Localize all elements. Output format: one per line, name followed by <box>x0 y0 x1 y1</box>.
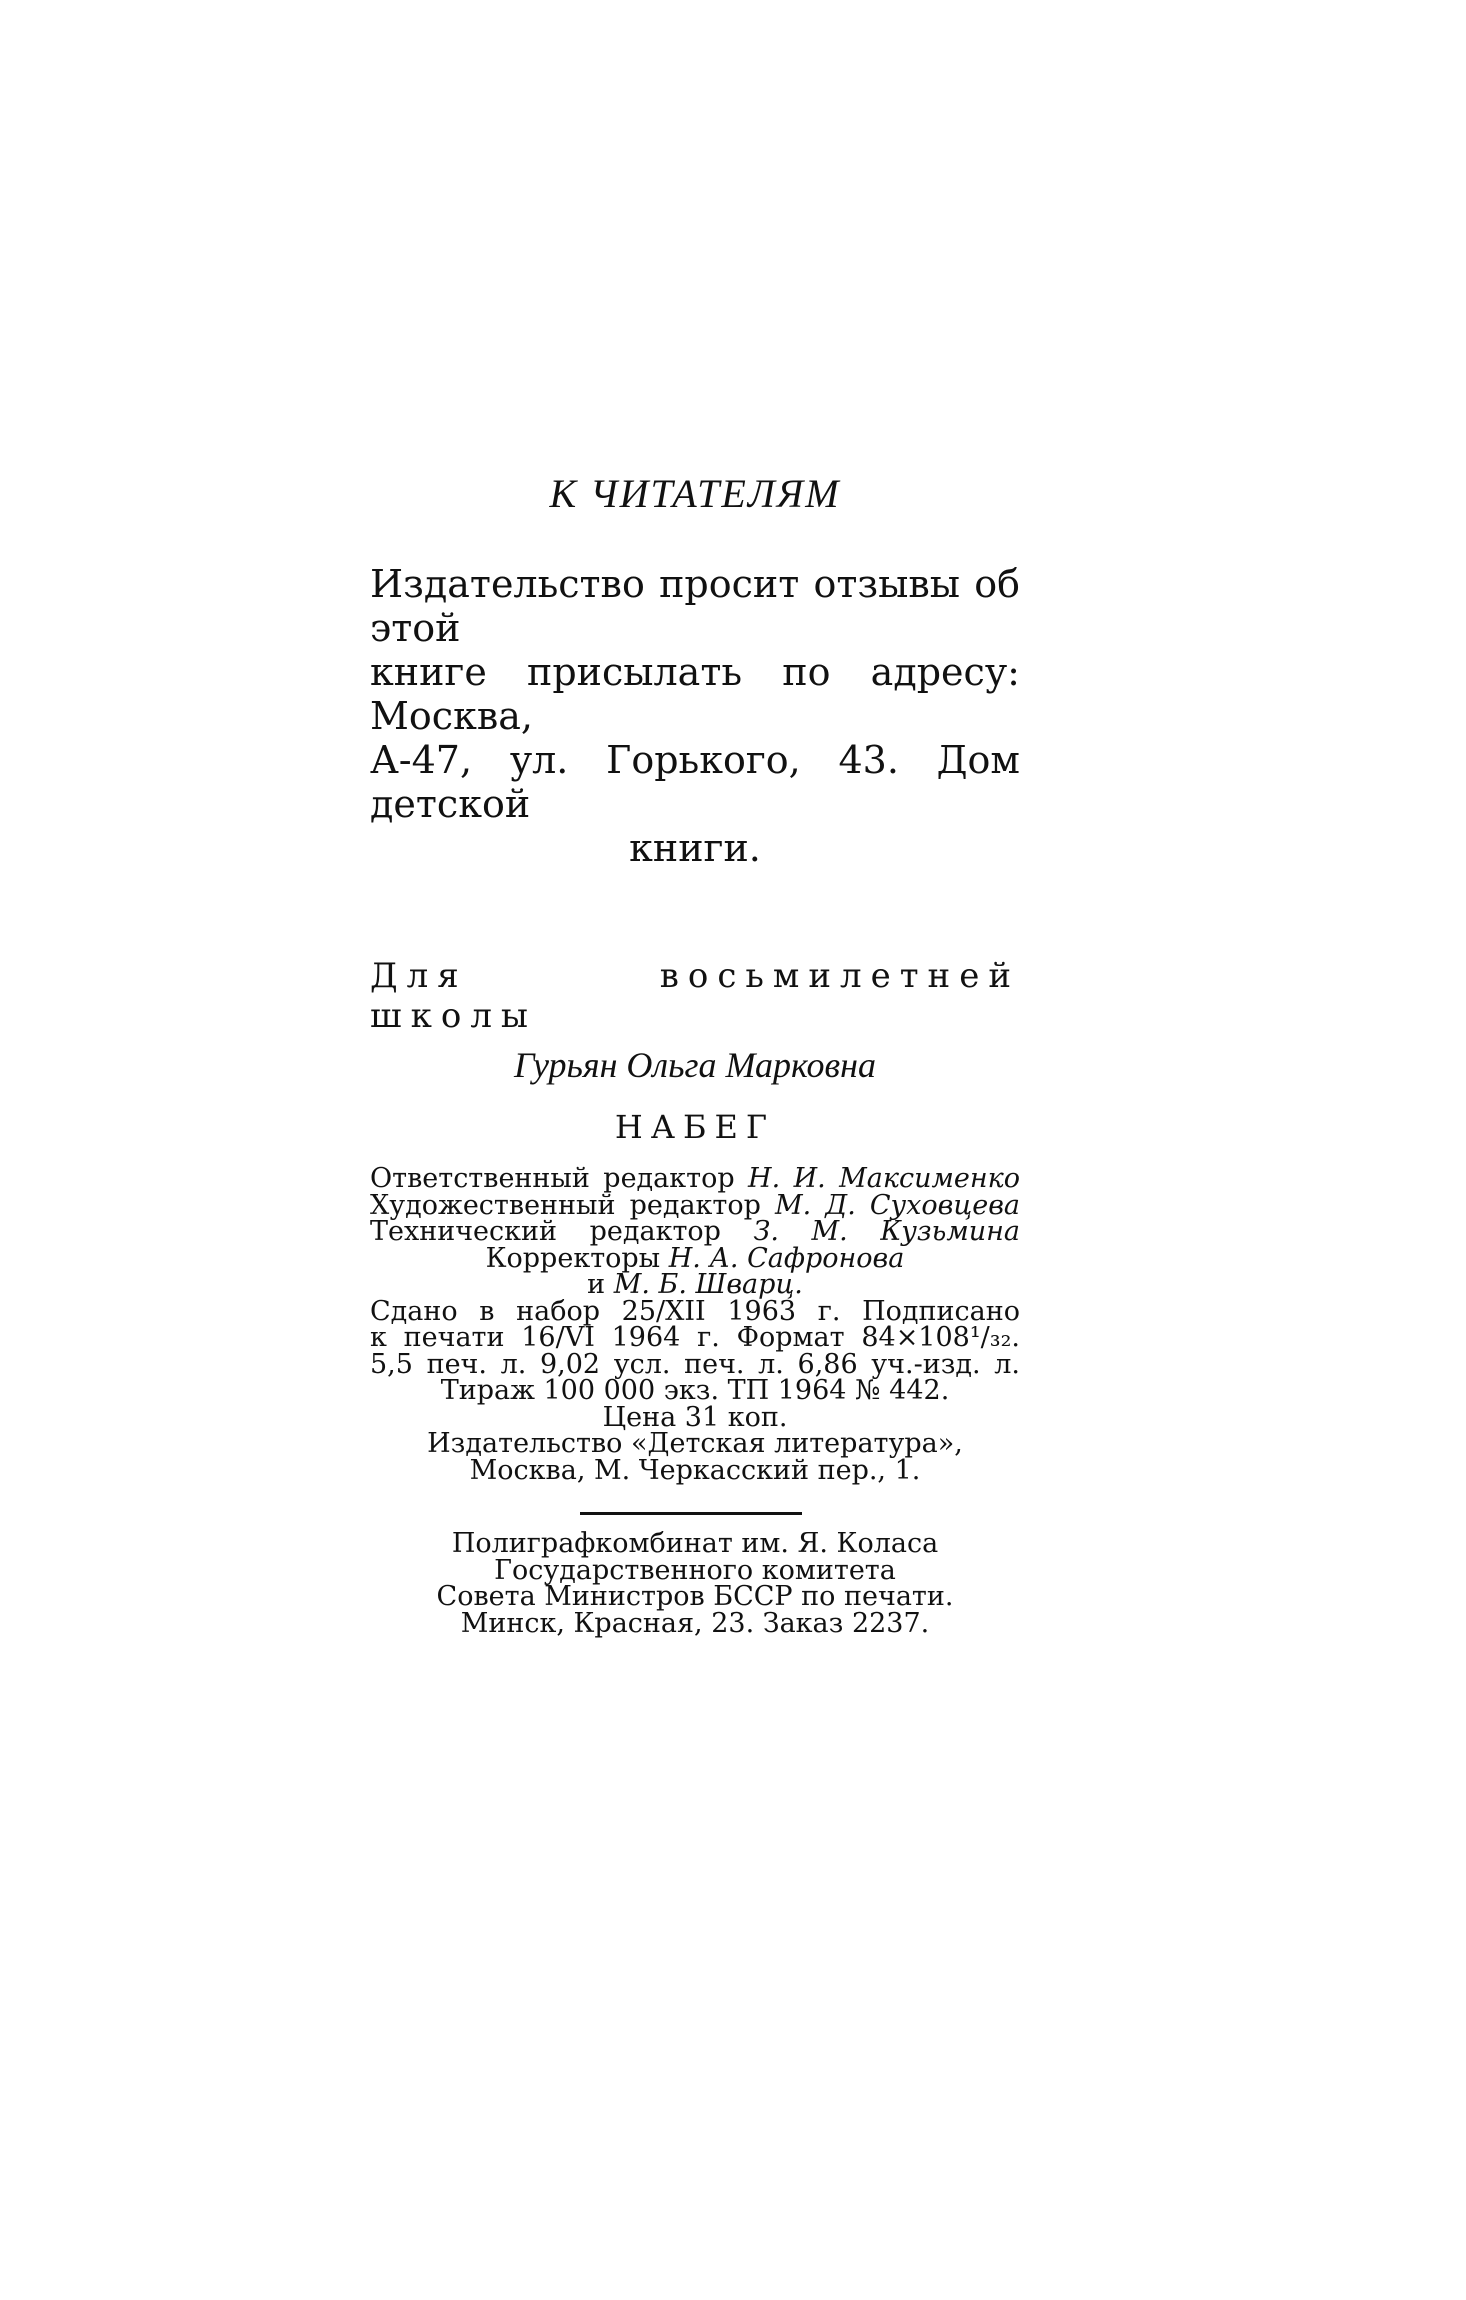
imprint-detail-line-3: 5,5 печ. л. 9,02 усл. печ. л. 6,86 уч.-изд. л. <box>370 1348 1020 1380</box>
resp-editor-name: Н. И. Максименко <box>748 1163 1020 1194</box>
art-editor-name: М. Д. Суховцева <box>774 1189 1021 1221</box>
address-line-2: книге присылать по адресу: Москва, <box>370 650 1020 738</box>
divider-rule <box>580 1512 802 1515</box>
tech-editor-name: З. М. Кузьмина <box>753 1216 1020 1247</box>
imprint-block <box>370 1163 1021 1486</box>
printer-line-2: Государственного комитета <box>494 1554 896 1586</box>
art-editor-label: Художественный редактор <box>370 1189 761 1221</box>
proofreader-1: Н. А. Сафронова <box>668 1242 905 1274</box>
printer-block <box>370 1528 1020 1639</box>
series-label: Для восьмилетней школы <box>370 956 1020 1036</box>
imprint-detail-line-2: к печати 16/VI 1964 г. Формат 84×108¹/₃₂. <box>370 1322 1020 1353</box>
imprint-detail-line-4: Тираж 100 000 экз. ТП 1964 № 442. <box>440 1375 950 1406</box>
proofreader-2: М. Б. Шварц. <box>613 1269 803 1300</box>
address-line-4: книги. <box>629 826 761 870</box>
imprint-publisher-address: Москва, М. Черкасский пер., 1. <box>469 1454 921 1486</box>
address-line-3: А-47, ул. Горького, 43. Дом детской <box>370 738 1020 826</box>
printer-line-4: Минск, Красная, 23. Заказ 2237. <box>460 1607 930 1639</box>
imprint-detail-line-1: Сдано в набор 25/XII 1963 г. Подписано <box>370 1295 1020 1327</box>
resp-editor-label: Ответственный редактор <box>370 1163 735 1194</box>
readers-address-paragraph <box>370 562 1020 870</box>
proofreaders-label: Корректоры <box>485 1242 661 1274</box>
imprint-price: Цена 31 коп. <box>602 1401 788 1433</box>
author-name: Гурьян Ольга Марковна <box>514 1045 876 1085</box>
printer-line-1: Полиграфкомбинат им. Я. Коласа <box>451 1528 939 1559</box>
book-title: НАБЕГ <box>614 1108 776 1146</box>
printer-line-3: Совета Министров БССР по печати. <box>436 1581 954 1612</box>
imprint-proofreader-2-line <box>370 1269 1020 1300</box>
and-word: и <box>587 1269 606 1300</box>
address-line-1: Издательство просит отзывы об этой <box>370 562 1020 650</box>
readers-heading: К ЧИТАТЕЛЯМ <box>549 471 841 516</box>
imprint-publisher: Издательство «Детская литература», <box>427 1428 963 1459</box>
tech-editor-label: Технический редактор <box>370 1216 721 1247</box>
